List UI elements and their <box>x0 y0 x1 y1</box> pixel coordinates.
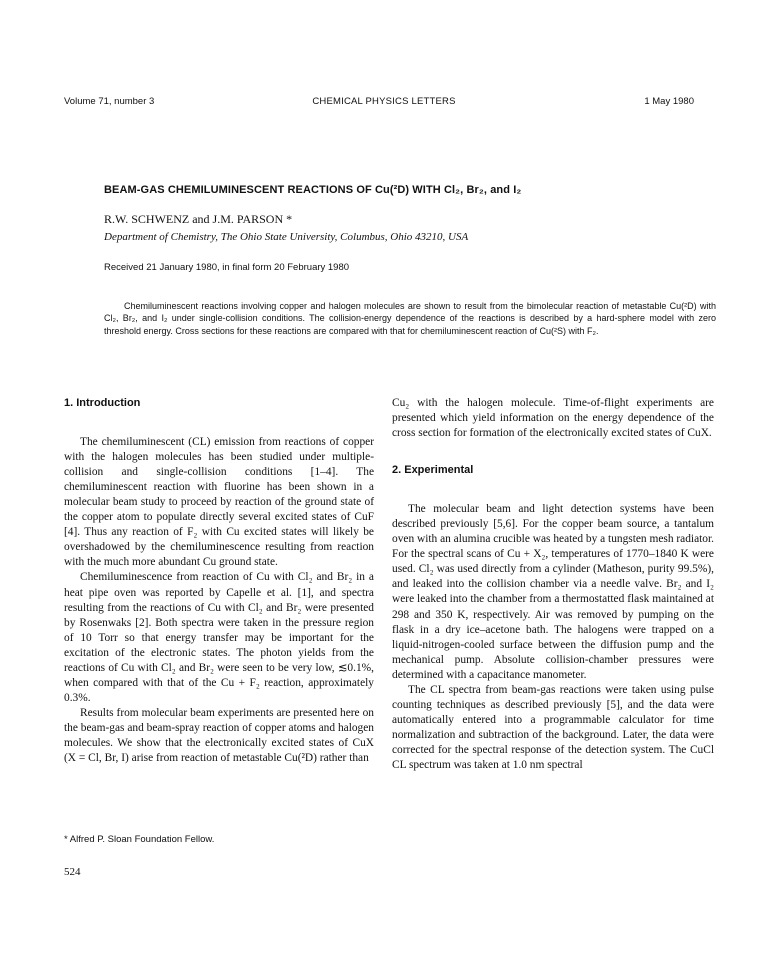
right-column <box>392 396 714 773</box>
experimental-heading: 2. Experimental <box>392 464 474 477</box>
intro-paragraph-3: Results from molecular beam experiments are presented here on the beam-gas and beam-spray reaction of copper atoms and halogen molecules. We show that the electronically excited states of CuX (X = Cl, Br, I) arise from reaction of metastable Cu(²D) rather than <box>64 706 374 765</box>
journal-name: CHEMICAL PHYSICS LETTERS <box>312 96 456 107</box>
abstract: Chemiluminescent reactions involving copper and halogen molecules are shown to result from the bimolecular reaction of metastable Cu(²D) with Cl₂, Br₂, and I₂ under single-collision conditions. The collision-energy dependence of the reactions is described by a hard-sphere model with zero threshold energy. Cross sections for these reactions are compared with that for chemiluminescent reaction of Cu(²S) with F₂. <box>104 301 716 336</box>
author-affiliation: Department of Chemistry, The Ohio State University, Columbus, Ohio 43210, USA <box>104 231 469 243</box>
experimental-paragraph-2: The CL spectra from beam-gas reactions were taken using pulse counting techniques as described previously [5], and the data were automatically entered into a programmable calculator for time normalization and subtraction of the background. Later, the data were corrected for the spectral response of the detection system. The CuCl CL spectrum was taken at 1.0 nm spectral <box>392 683 714 771</box>
left-column <box>64 396 374 766</box>
volume-number: Volume 71, number 3 <box>64 96 155 107</box>
intro-continuation: Cu₂ with the halogen molecule. Time-of-flight experiments are presented which yield information on the energy dependence of the cross section for formation of the electronically excited states of CuX. <box>392 397 714 440</box>
received-dates: Received 21 January 1980, in final form 20 February 1980 <box>104 262 350 273</box>
author-footnote: * Alfred P. Sloan Foundation Fellow. <box>64 834 215 845</box>
page-number: 524 <box>64 866 81 878</box>
introduction-heading: 1. Introduction <box>64 397 141 409</box>
running-header <box>64 96 704 110</box>
intro-paragraph-1: The chemiluminescent (CL) emission from reactions of copper with the halogen molecules has been studied under multiple-collision and single-collision conditions [1–4]. The chemiluminescent reaction with fluorine has been shown in a molecular beam study to proceed by reaction of the ground state of the copper atom to populate directly several excited states of CuF [4]. Thus any reaction of F₂ with Cu excited states will likely be overshadowed by the chemiluminescence resulting from reaction with the much more abundant Cu ground state. <box>64 436 374 569</box>
experimental-paragraph-1: The molecular beam and light detection systems have been described previously [5,6]. For the copper beam source, a tantalum oven with an alumina crucible was heated by a tungsten mesh radiator. For the spectral scans of Cu + X₂, temperatures of 1770–1840 K were used. Cl₂ was used directly from a cylinder (Matheson, purity 99.5%), and leaked into the collision chamber via a needle valve. Br₂ and I₂ were leaked into the chamber from a thermostatted flask maintained at 298 and 350 K, respectively. Air was removed by pumping on the flask in a dry ice–acetone bath. The halogens were trapped on a liquid-nitrogen-cooled surface between the diffusion pump and the mechanical pump. Absolute collision-chamber pressures were determined with a capacitance manometer. <box>392 503 715 681</box>
article-title: BEAM-GAS CHEMILUMINESCENT REACTIONS OF Cu(²D) WITH Cl₂, Br₂, and I₂ <box>104 184 522 196</box>
article-authors: R.W. SCHWENZ and J.M. PARSON * <box>104 212 293 226</box>
intro-paragraph-2: Chemiluminescence from reaction of Cu with Cl₂ and Br₂ in a heat pipe oven was reported by Capelle et al. [1], and spectra resulting from the reactions of Cu with Cl₂ and Br₂ were presented by Rosenwaks [2]. Both spectra were taken in the pressure region of 10 Torr so that energy transfer may be important for the excitation of the electronic states. The photon yields from the reactions of Cu with Cl₂ and Br₂ were seen to be very low, ≲0.1%, when compared with that of the Cu + F₂ reaction, approximately 0.3%. <box>64 571 374 704</box>
issue-date: 1 May 1980 <box>644 96 694 107</box>
